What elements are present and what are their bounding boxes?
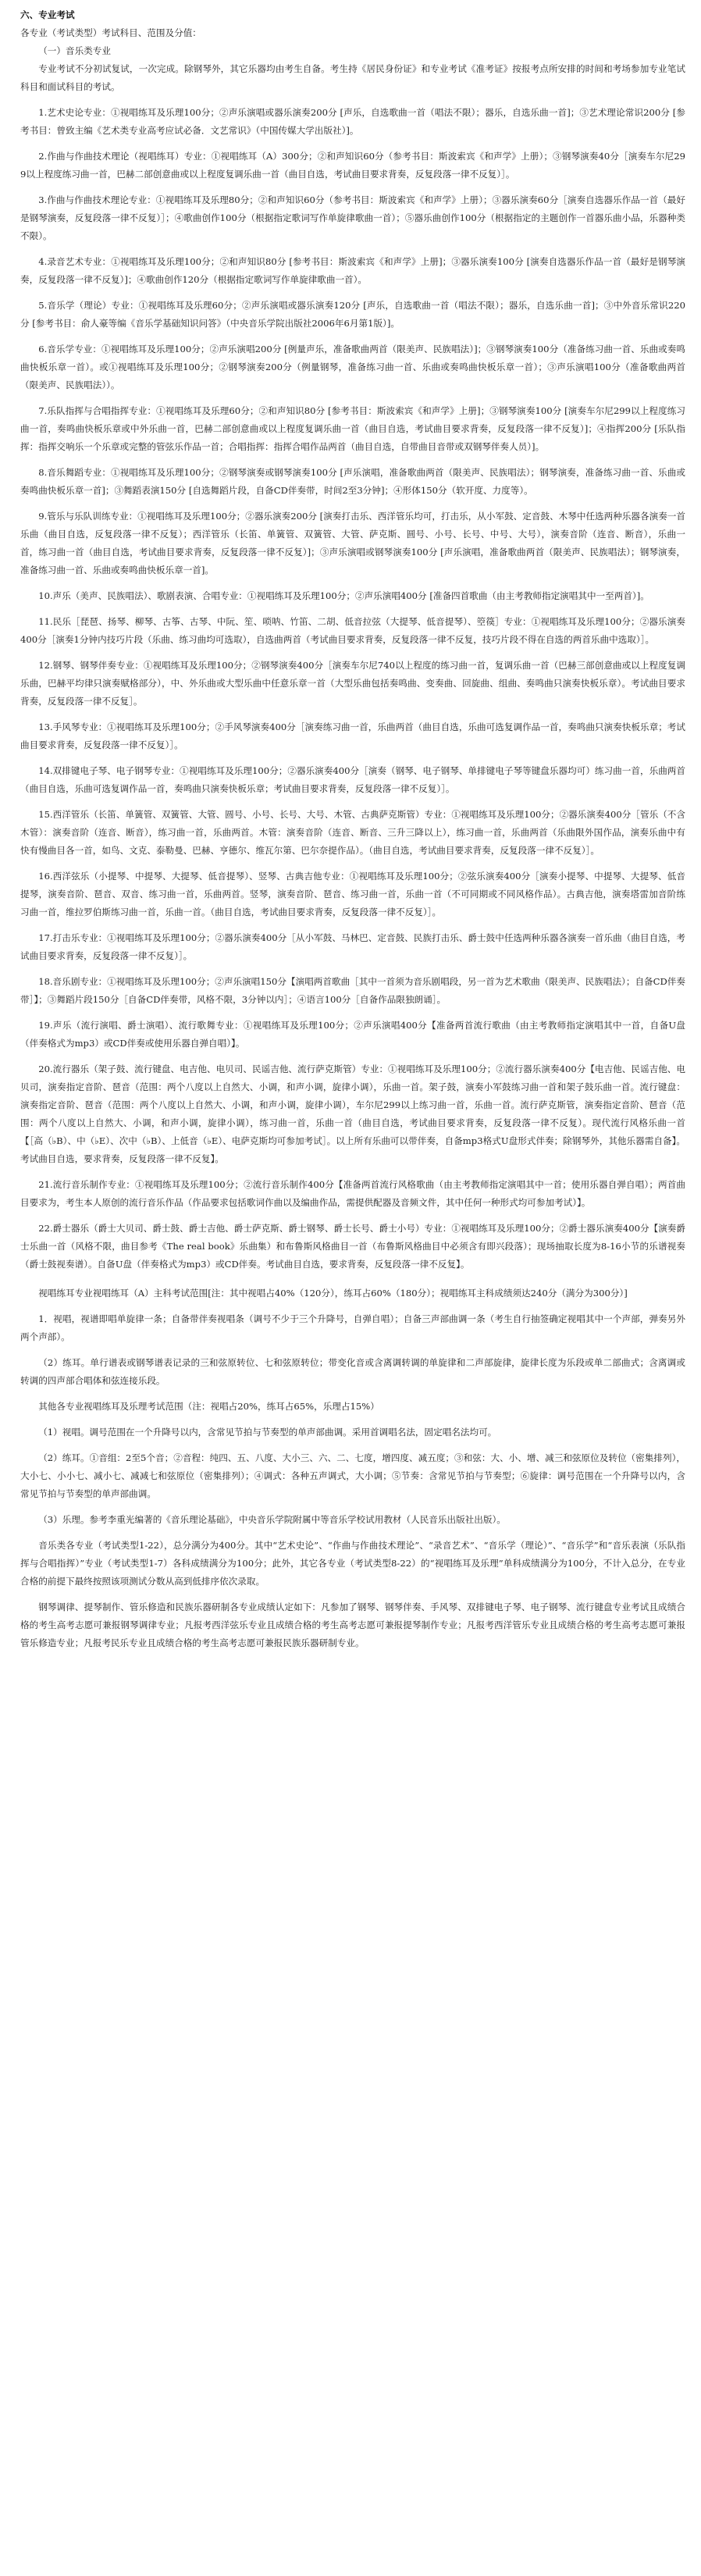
major-8-music-dance: 8.音乐舞蹈专业：①视唱练耳及乐理100分；②钢琴演奏或钢琴演奏100分 [声乐演唱，准备歌曲两首（限美声、民族唱法）；钢琴演奏，准备练习曲一首、乐曲或奏鸣曲快板乐章一首]；③舞蹈表演150分 [自选舞蹈片段，自备CD伴奏带，时间2至3分钟]；④形体150分（软开度、力度等）。 xyxy=(20,467,685,496)
major-11-folk-instruments: 11.民乐［琵琶、扬琴、柳琴、古筝、古琴、中阮、笙、唢呐、竹笛、二胡、低音拉弦（大提琴、低音提琴）、箜篌］专业：①视唱练耳及乐理100分；②器乐演奏400分［演奏1分钟内技巧片段（乐曲、练习曲均可选取），自选曲两首（考试曲目要求背奏，反复段落一律不反复，技巧片段不得在自选的两首乐曲中选取）］。 xyxy=(20,616,685,645)
other-sight-singing: （1）视唱。调号范围在一个升降号以内，含常见节拍与节奏型的单声部曲调。采用首调唱名法，固定唱名法均可。 xyxy=(38,1427,497,1438)
major-15-western-wind: 15.西洋管乐（长笛、单簧管、双簧管、大管、圆号、小号、长号、大号、木管、古典萨克斯管）专业：①视唱练耳及乐理100分；②器乐演奏400分［管乐（不含木管）：演奏音阶（连音、断音），练习曲一首，乐曲两首。木管：演奏音阶（连音、断音、三升三降以上），练习曲一首，乐曲两首（乐曲限外国作品，演奏乐曲中有快有慢曲目各一首，如鸟、文克、泰勒曼、巴赫、亨德尔、维瓦尔第、巴尔奈提作品）。（曲目自选，考试曲目要求背奏，反复段落一律不反复）］。 xyxy=(20,809,685,856)
major-10-vocal: 10.声乐（美声、民族唱法）、歌剧表演、合唱专业：①视唱练耳及乐理100分；②声乐演唱400分 [准备四首歌曲（由主考教师指定演唱其中一至两首）]。 xyxy=(38,590,649,601)
major-6-musicology: 6.音乐学专业：①视唱练耳及乐理100分；②声乐演唱200分 [例量声乐，准备歌曲两首（限美声、民族唱法）]；③钢琴演奏100分（准备练习曲一首、乐曲或奏鸣曲快板乐章一首）。或①视唱练耳及乐理100分；②钢琴演奏200分（例量钢琴，准备练习曲一首、乐曲或奏鸣曲快板乐章一首）；③声乐演唱100分（准备歌曲两首（限美声、民族唱法））。 xyxy=(20,344,685,390)
major-7-conducting: 7.乐队指挥与合唱指挥专业：①视唱练耳及乐理60分；②和声知识80分 [参考书目：斯波索宾《和声学》上册]；③钢琴演奏100分 [演奏车尔尼299以上程度练习曲一首，奏鸣曲快板乐章或中外乐曲一首，巴赫二部创意曲或以上程度复调乐曲一首（曲目自选，考试曲目要求背奏，反复段落一律不反复）]；④指挥200分 [乐队指挥：指挥交响乐一个乐章或完整的管弦乐作品一首；合唱指挥：指挥合唱作品两首（曲目自选，自带曲目音带或双钢琴伴奏人员）]。 xyxy=(20,405,685,452)
major-18-musical-theatre: 18.音乐剧专业：①视唱练耳及乐理100分；②声乐演唱150分【演唱两首歌曲［其中一首须为音乐剧唱段，另一首为艺术歌曲（限美声、民族唱法）；自备CD伴奏带］】；③舞蹈片段150分［自备CD伴奏带，风格不限，3分钟以内］；④语言100分［自备作品限独朗诵］。 xyxy=(20,976,685,1005)
major-4-recording-art: 4.录音艺术专业：①视唱练耳及乐理100分；②和声知识80分 [参考书目：斯波索宾《和声学》上册]；③器乐演奏100分 [演奏自选器乐作品一首（最好是钢琴演奏，反复段落一律不反复）]；④歌曲创作120分（根据指定歌词写作单旋律歌曲一首）。 xyxy=(20,256,685,285)
major-21-pop-production: 21.流行音乐制作专业：①视唱练耳及乐理100分；②流行音乐制作400分【准备两首流行风格歌曲（由主考教师指定演唱其中一首；使用乐器自弹自唱）；两首曲目要求为，考生本人原创的流行音乐作品（作品要求包括歌词作曲以及编曲作品，需提供配器及音频文件，其中任何一种形式均可参加考试）】。 xyxy=(20,1179,685,1208)
section-title: 六、专业考试 xyxy=(20,9,75,20)
major-2-composition-solfeggio: 2.作曲与作曲技术理论（视唱练耳）专业：①视唱练耳（A）300分；②和声知识60分（参考书目：斯波索宾《和声学》上册）；③钢琴演奏40分［演奏车尔尼299以上程度练习曲一首，巴赫二部创意曲或以上程度复调乐曲一首（曲目自选，考试曲目要求背奏，反复段落一律不反复）］。 xyxy=(20,151,685,180)
score-rules: 音乐类各专业（考试类型1-22），总分满分为400分。其中“艺术史论”、“作曲与作曲技术理论”、“录音艺术”、“音乐学（理论）”、“音乐学”和“音乐表演（乐队指挥与合唱指挥）”专业（考试类型1-7）各科成绩满分为100分；此外，其它各专业（考试类型8-22）的“视唱练耳及乐理”单科成绩满分为100分，不计入总分，在专业合格的前提下最终按照该项测试分数从高到低排序依次录取。 xyxy=(20,1540,685,1587)
major-13-accordion: 13.手风琴专业：①视唱练耳及乐理100分；②手风琴演奏400分［演奏练习曲一首，乐曲两首（曲目自选，乐曲可选复调作品一首，奏鸣曲只演奏快板乐章；考试曲目要求背奏，反复段落一律不反复）］。 xyxy=(20,721,685,750)
major-20-pop-instruments: 20.流行器乐（架子鼓、流行键盘、电吉他、电贝司、民谣吉他、流行萨克斯管）专业：①视唱练耳及乐理100分；②流行器乐演奏400分【电吉他、民谣吉他、电贝司，演奏指定音阶、琶音（范围：两个八度以上自然大、小调，和声小调，旋律小调），乐曲一首。架子鼓，演奏小军鼓练习曲一首和架子鼓乐曲一首。流行键盘：演奏指定音阶、琶音（范围：两个八度以上自然大、小调，和声小调，旋律小调），车尔尼299以上练习曲一首，乐曲一首。流行萨克斯管，演奏指定音阶、琶音（范围：两个八度以上自然大、小调，和声小调，旋律小调），练习曲一首，乐曲一首（曲目自选，考试曲目要求背奏，反复段落一律不反复）。现代流行风格乐曲一首【［高（♭B）、中（♭E）、次中（♭B）、上低音（♭E）、电萨克斯均可参加考试］。以上所有乐曲可以带伴奏，自备mp3格式U盘形式伴奏；除钢琴外，其他乐器需自备】。考试曲目自选，要求背奏，反复段落一律不反复】。 xyxy=(20,1064,685,1164)
major-19-pop-vocal: 19.声乐（流行演唱、爵士演唱）、流行歌舞专业：①视唱练耳及乐理100分；②声乐演唱400分【准备两首流行歌曲（由主考教师指定演唱其中一首，自备U盘（伴奏格式为mp3）或CD伴奏或使用乐器自弹自唱）】。 xyxy=(20,1020,685,1049)
major-17-percussion: 17.打击乐专业：①视唱练耳及乐理100分；②器乐演奏400分［从小军鼓、马林巴、定音鼓、民族打击乐、爵士鼓中任选两种乐器各演奏一首乐曲（曲目自选，考试曲目要求背奏，反复段落一律不反复）］。 xyxy=(20,932,685,961)
other-music-theory: （3）乐理。参考李重光编著的《音乐理论基础》，中央音乐学院附属中等音乐学校试用教材（人民音乐出版社出版）。 xyxy=(38,1514,506,1525)
other-ear-training: （2）练耳。①音组：2至5个音；②音程：纯四、五、八度、大小三、六、二、七度，增四度、减五度；③和弦：大、小、增、减三和弦原位及转位（密集排列），大小七、小小七、减小七、减减七和弦原位（密集排列）；④调式：各种五声调式，大小调；⑤节奏：含常见节拍与节奏型；⑥旋律：调号范围在一个升降号以内，含常见节拍与节奏型的单声部曲调。 xyxy=(20,1452,685,1499)
exam-overview: 专业考试不分初试复试，一次完成。除钢琴外，其它乐器均由考生自备。考生持《居民身份证》和专业考试《准考证》按报考点所安排的时间和考场参加专业笔试科目和面试科目的考试。 xyxy=(20,63,685,92)
subsection-title: （一）音乐类专业 xyxy=(38,45,111,56)
major-22-jazz-instruments: 22.爵士器乐（爵士大贝司、爵士鼓、爵士吉他、爵士萨克斯、爵士钢琴、爵士长号、爵士小号）专业：①视唱练耳及乐理100分；②爵士器乐演奏400分【演奏爵士乐曲一首（风格不限，曲目参考《The real book》乐曲集）和布鲁斯风格曲目一首（布鲁斯风格曲目中必须含有即兴段落）；现场抽取长度为8-16小节的乐谱视奏（爵士鼓视奏谱）。自备U盘（伴奏格式为mp3）或CD伴奏。考试曲目自选，要求背奏，反复段落一律不反复】。 xyxy=(20,1223,685,1270)
major-3-composition: 3.作曲与作曲技术理论专业：①视唱练耳及乐理80分；②和声知识60分（参考书目：斯波索宾《和声学》上册）；③器乐演奏60分［演奏自选器乐作品一首（最好是钢琴演奏，反复段落一律不反复）］；④歌曲创作100分（根据指定歌词写作单旋律歌曲一首）；⑤器乐曲创作100分（根据指定的主题创作一首器乐曲小品，乐器种类不限）。 xyxy=(20,194,685,241)
major-1-art-history: 1.艺术史论专业：①视唱练耳及乐理100分；②声乐演唱或器乐演奏200分 [声乐，自选歌曲一首（唱法不限）；器乐，自选乐曲一首]；③艺术理论常识200分 [参考书目：曾致主编《艺术类专业高考应试必备．文艺常识》（中国传媒大学出版社）]。 xyxy=(20,107,685,136)
section-intro: 各专业（考试类型）考试科目、范围及分值： xyxy=(20,27,201,38)
major-12-piano: 12.钢琴、钢琴伴奏专业：①视唱练耳及乐理100分；②钢琴演奏400分［演奏车尔尼740以上程度的练习曲一首，复调乐曲一首（巴赫三部创意曲或以上程度复调乐曲，巴赫平均律只演奏赋格部分），中、外乐曲或大型乐曲中任意乐章一首（大型乐曲包括奏鸣曲、变奏曲、回旋曲、组曲、奏鸣曲只演奏快板乐章）。考试曲目要求背奏，反复段落一律不反复］。 xyxy=(20,660,685,707)
major-16-western-strings: 16.西洋弦乐（小提琴、中提琴、大提琴、低音提琴）、竖琴、古典吉他专业：①视唱练耳及乐理100分；②弦乐演奏400分［演奏小提琴、中提琴、大提琴、低音提琴，演奏音阶、琶音、双音、练习曲一首，乐曲两首。竖琴，演奏音阶、琶音、练习曲一首，乐曲一首（不可同期或不同风格作品）。古典吉他，演奏塔雷加音阶练习曲一首，维拉罗伯斯练习曲一首，乐曲一首。（曲目自选，考试曲目要求背奏，反复段落一律不反复）］。 xyxy=(20,871,685,917)
related-majors-rules: 钢琴调律、提琴制作、管乐修造和民族乐器研制各专业成绩认定如下：凡参加了钢琴、钢琴伴奏、手风琴、双排键电子琴、电子钢琴、流行键盘专业考试且成绩合格的考生高考志愿可兼报钢琴调律专业；凡报考西洋弦乐专业且成绩合格的考生高考志愿可兼报提琴制作专业；凡报考西洋管乐专业且成绩合格的考生高考志愿可兼报管乐修造专业；凡报考民乐专业且成绩合格的考生高考志愿可兼报民族乐器研制专业。 xyxy=(20,1602,685,1648)
solfeggio-sight-singing: 1．视唱，视谱即唱单旋律一条；自备带伴奏视唱条（调号不少于三个升降号，自弹自唱）；自备三声部曲调一条（考生自行抽签确定视唱其中一个声部，弹奏另外两个声部）。 xyxy=(20,1313,685,1342)
solfeggio-scope-heading: 视唱练耳专业视唱练耳（A）主科考试范围[注：其中视唱占40%（120分），练耳占60%（180分）；视唱练耳主科成绩须达240分（满分为300分）] xyxy=(38,1288,628,1299)
other-majors-scope-heading: 其他各专业视唱练耳及乐理考试范围（注：视唱占20%，练耳占65%，乐理占15%） xyxy=(38,1401,379,1412)
solfeggio-ear-training: （2）练耳。单行谱表或钢琴谱表记录的三和弦原转位、七和弦原转位；带变化音或含离调转调的单旋律和二声部旋律，旋律长度为乐段或单二部曲式；含离调或转调的四声部合唱体和弦连接乐段。 xyxy=(20,1357,685,1386)
major-9-band-training: 9.管乐与乐队训练专业：①视唱练耳及乐理100分；②器乐演奏200分 [演奏打击乐、西洋管乐均可，打击乐，从小军鼓、定音鼓、木琴中任选两种乐器各演奏一首乐曲（曲目自选，反复段落一律不反复）；西洋管乐（长笛、单簧管、双簧管、大管、萨克斯、圆号、小号、长号、中号、大号），演奏音阶（连音、断音），乐曲一首，练习曲一首（曲目自选，考试曲目要求背奏，反复段落一律不反复）]；③声乐演唱或钢琴演奏100分 [声乐演唱，准备歌曲两首（限美声、民族唱法）；钢琴演奏，准备练习曲一首、乐曲或奏鸣曲快板乐章一首]。 xyxy=(20,511,685,575)
major-14-electronic-keyboard: 14.双排键电子琴、电子钢琴专业：①视唱练耳及乐理100分；②器乐演奏400分［演奏（钢琴、电子钢琴、单排键电子琴等键盘乐器均可）练习曲一首，乐曲两首（曲目自选，乐曲可选复调作品一首，奏鸣曲只演奏快板乐章；考试曲目要求背奏，反复段落一律不反复）］。 xyxy=(20,765,685,794)
major-5-musicology-theory: 5.音乐学（理论）专业：①视唱练耳及乐理60分；②声乐演唱或器乐演奏120分 [声乐，自选歌曲一首（唱法不限）；器乐，自选乐曲一首]；③中外音乐常识220分 [参考书目：俞人豪等编《音乐学基础知识问答》（中央音乐学院出版社2006年6月第1版）]。 xyxy=(20,300,685,329)
